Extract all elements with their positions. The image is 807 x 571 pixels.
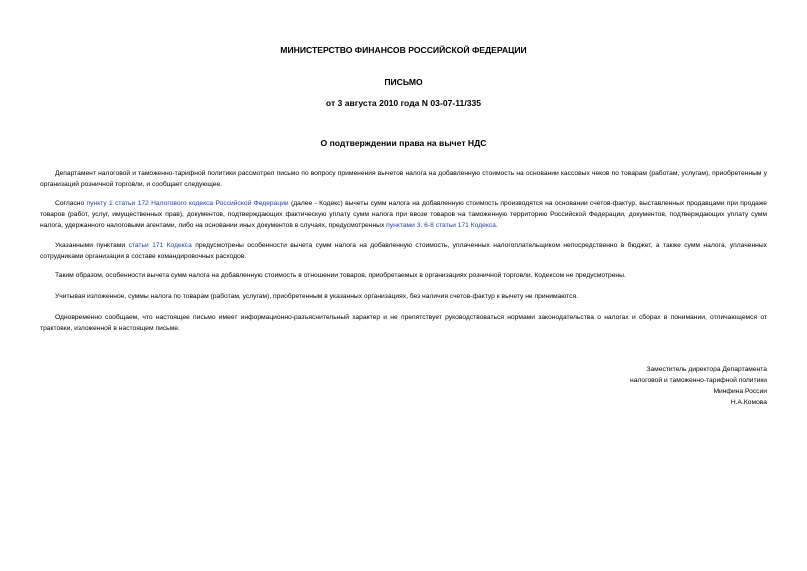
paragraph-5: Учитывая изложенное, суммы налога по товарам (работам, услугам), приобретенным в указанных организациях, без наличия счетов-фактур к вычету не принимаются. xyxy=(55,293,578,300)
paragraph-2-text-3: . xyxy=(495,222,498,229)
signature-department: налоговой и таможенно-тарифной политики xyxy=(630,377,767,384)
link-article-172[interactable]: пункту 1 статьи 172 Налогового кодекса Российской Федерации xyxy=(86,200,289,207)
paragraph-3-text-2: предусмотрены особенности вычета сумм налога на добавленную стоимость, уплаченных налогоплательщиком непосредственно в бюджет, а также сумм налога, уплаченных сотрудниками организации в составе командировочных расходов. xyxy=(40,242,767,260)
signature-ministry: Минфина России xyxy=(713,388,767,395)
ministry-title: МИНИСТЕРСТВО ФИНАНСОВ РОССИЙСКОЙ ФЕДЕРАЦИИ xyxy=(280,45,527,55)
paragraph-4: Таким образом, особенности вычета сумм налога на добавленную стоимость в отношении товаров, приобретаемых в организациях розничной торговли, Кодексом не предусмотрены. xyxy=(55,272,626,279)
signature-name: Н.А.Комова xyxy=(730,399,767,406)
document-type: ПИСЬМО xyxy=(384,77,423,87)
link-article-171-points[interactable]: пунктами 3, 6-8 статьи 171 Кодекса xyxy=(386,222,496,229)
document-subject: О подтверждении права на вычет НДС xyxy=(320,138,487,148)
paragraph-1: Департамент налоговой и таможенно-тарифной политики рассмотрел письмо по вопросу применения вычетов налога на добавленную стоимость на основании кассовых чеков по товарам (работам, услугам), приобретенным у организаций розничной торговли, и сообщает следующее. xyxy=(40,170,767,188)
signature-block xyxy=(547,364,767,408)
paragraph-3-text-1: Указанными пунктами xyxy=(55,242,129,249)
paragraph-2-text-1: Согласно xyxy=(55,200,87,207)
signature-position: Заместитель директора Департамента xyxy=(646,366,767,373)
document-date-number: от 3 августа 2010 года N 03-07-11/335 xyxy=(325,98,482,108)
paragraph-6: Одновременно сообщаем, что настоящее письмо имеет информационно-разъяснительный характер и не препятствует руководствоваться нормами законодательства о налогах и сборах в понимании, отличающемся от трактовки, изложенной в настоящем письме. xyxy=(40,314,767,332)
paragraph-3 xyxy=(40,240,767,262)
paragraph-2 xyxy=(40,198,767,231)
paragraph-2-text-2: (далее - Кодекс) вычеты сумм налога на добавленную стоимость производятся на основании счетов-фактур, выставленных продавцами при продаже товаров (работ, услуг, имущественных прав), документов, подтверждающих фактическую уплату сумм налога при ввозе товаров на таможенную территорию Российской Федерации, документов, подтверждающих уплату сумм налога, удержанного налоговыми агентами, либо на основании иных документов в случаях, предусмотренных xyxy=(40,200,768,229)
link-article-171[interactable]: статьи 171 Кодекса xyxy=(128,242,192,249)
